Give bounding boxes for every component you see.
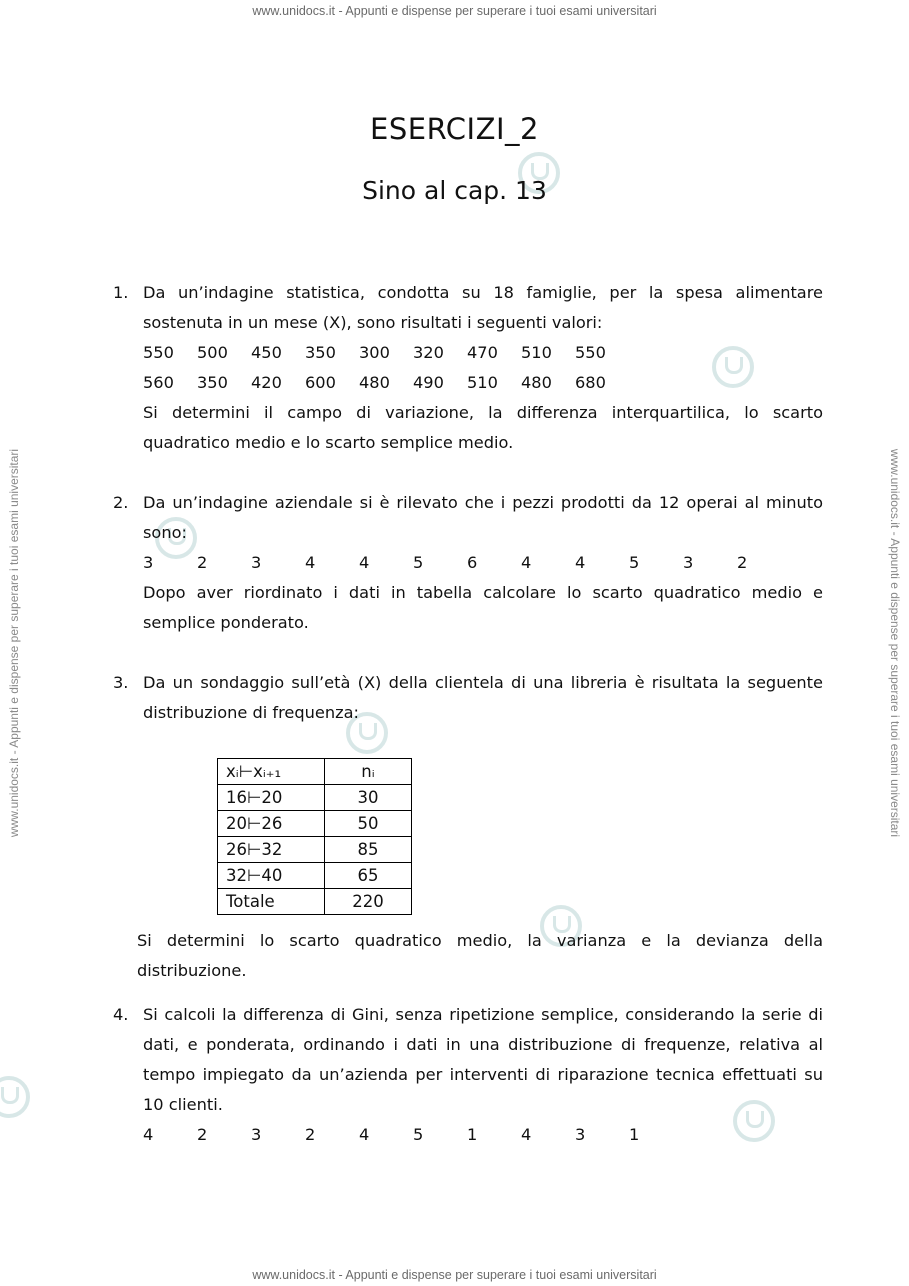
table-cell: 26⊢32 [218,837,325,863]
data-value: 470 [467,343,498,362]
data-value: 2 [197,1125,208,1144]
exercise-number: 4. [113,1005,129,1024]
data-value: 560 [143,373,174,392]
data-value: 5 [413,1125,424,1144]
exercise-question: Si determini il campo di variazione, la differenza interquartilica, lo scarto quadratico medio e lo scarto semplice medio. [143,403,823,452]
table-row [218,811,412,837]
table-cell: 16⊢20 [218,785,325,811]
table-row [218,837,412,863]
data-value: 550 [575,343,606,362]
data-value: 550 [143,343,174,362]
data-value: 600 [305,373,336,392]
table-header-cell: xᵢ⊢xᵢ₊₁ [218,759,325,785]
table-header-cell: nᵢ [325,759,412,785]
exercise-number: 1. [113,283,129,302]
exercise-text: Si calcoli la differenza di Gini, senza ripetizione semplice, considerando la serie di dati, e ponderata, ordinando i dati in una distribuzione di frequenze, relativa al tempo impiegato da un’azienda per interventi di riparazione tecnica effettuati su 10 clienti. [143,1005,823,1114]
exercise-3 [113,668,823,728]
data-value: 5 [413,553,424,572]
frequency-table [217,758,412,915]
data-value: 4 [143,1125,154,1144]
data-value: 3 [251,553,262,572]
data-value: 500 [197,343,228,362]
table-cell: 65 [325,863,412,889]
data-value: 4 [575,553,586,572]
data-value: 2 [737,553,748,572]
table-row [218,785,412,811]
exercise-4 [113,1000,823,1150]
table-cell: Totale [218,889,325,915]
data-value: 1 [467,1125,478,1144]
table-cell: 30 [325,785,412,811]
exercise-number: 2. [113,493,129,512]
exercise-question: Dopo aver riordinato i dati in tabella calcolare lo scarto quadratico medio e semplice ponderato. [143,583,823,632]
exercise-text: Da un’indagine aziendale si è rilevato che i pezzi prodotti da 12 operai al minuto sono: [143,493,823,542]
data-value: 4 [305,553,316,572]
watermark-bottom: www.unidocs.it - Appunti e dispense per superare i tuoi esami universitari [252,1268,657,1282]
watermark-left: www.unidocs.it - Appunti e dispense per superare i tuoi esami universitari [7,448,21,838]
exercise-text: Da un’indagine statistica, condotta su 18 famiglie, per la spesa alimentare sostenuta in un mese (X), sono risultati i seguenti valori: [143,283,823,332]
table-cell: 85 [325,837,412,863]
data-value: 510 [521,343,552,362]
data-value: 320 [413,343,444,362]
data-row [143,1120,823,1150]
data-value: 2 [197,553,208,572]
table-header-row [218,759,412,785]
data-value: 490 [413,373,444,392]
data-value: 4 [521,553,532,572]
watermark-top: www.unidocs.it - Appunti e dispense per superare i tuoi esami universitari [252,4,657,18]
data-value: 3 [251,1125,262,1144]
data-row [143,548,823,578]
data-value: 680 [575,373,606,392]
watermark-right: www.unidocs.it - Appunti e dispense per superare i tuoi esami universitari [888,448,902,838]
data-value: 3 [575,1125,586,1144]
exercise-2 [113,488,823,638]
page-subtitle: Sino al cap. 13 [362,176,547,205]
data-value: 3 [143,553,154,572]
table-cell: 32⊢40 [218,863,325,889]
table-cell: 20⊢26 [218,811,325,837]
table-row [218,889,412,915]
table-cell: 50 [325,811,412,837]
data-value: 1 [629,1125,640,1144]
data-value: 5 [629,553,640,572]
data-row [143,368,823,398]
data-value: 4 [521,1125,532,1144]
data-value: 4 [359,1125,370,1144]
data-value: 3 [683,553,694,572]
exercise-1 [113,278,823,458]
data-row [143,338,823,368]
table-cell: 220 [325,889,412,915]
data-value: 450 [251,343,282,362]
data-value: 510 [467,373,498,392]
data-value: 350 [305,343,336,362]
data-value: 2 [305,1125,316,1144]
data-value: 480 [359,373,390,392]
exercise-number: 3. [113,673,129,692]
data-value: 4 [359,553,370,572]
data-value: 6 [467,553,478,572]
data-value: 350 [197,373,228,392]
data-value: 420 [251,373,282,392]
watermark-logo-icon [0,1076,30,1118]
page-title: ESERCIZI_2 [370,112,539,146]
exercise-question: Si determini lo scarto quadratico medio, la varianza e la devianza della distribuzione. [137,931,823,980]
exercise-text: Da un sondaggio sull’età (X) della clientela di una libreria è risultata la seguente distribuzione di frequenza: [143,673,823,722]
data-value: 300 [359,343,390,362]
data-value: 480 [521,373,552,392]
table-row [218,863,412,889]
